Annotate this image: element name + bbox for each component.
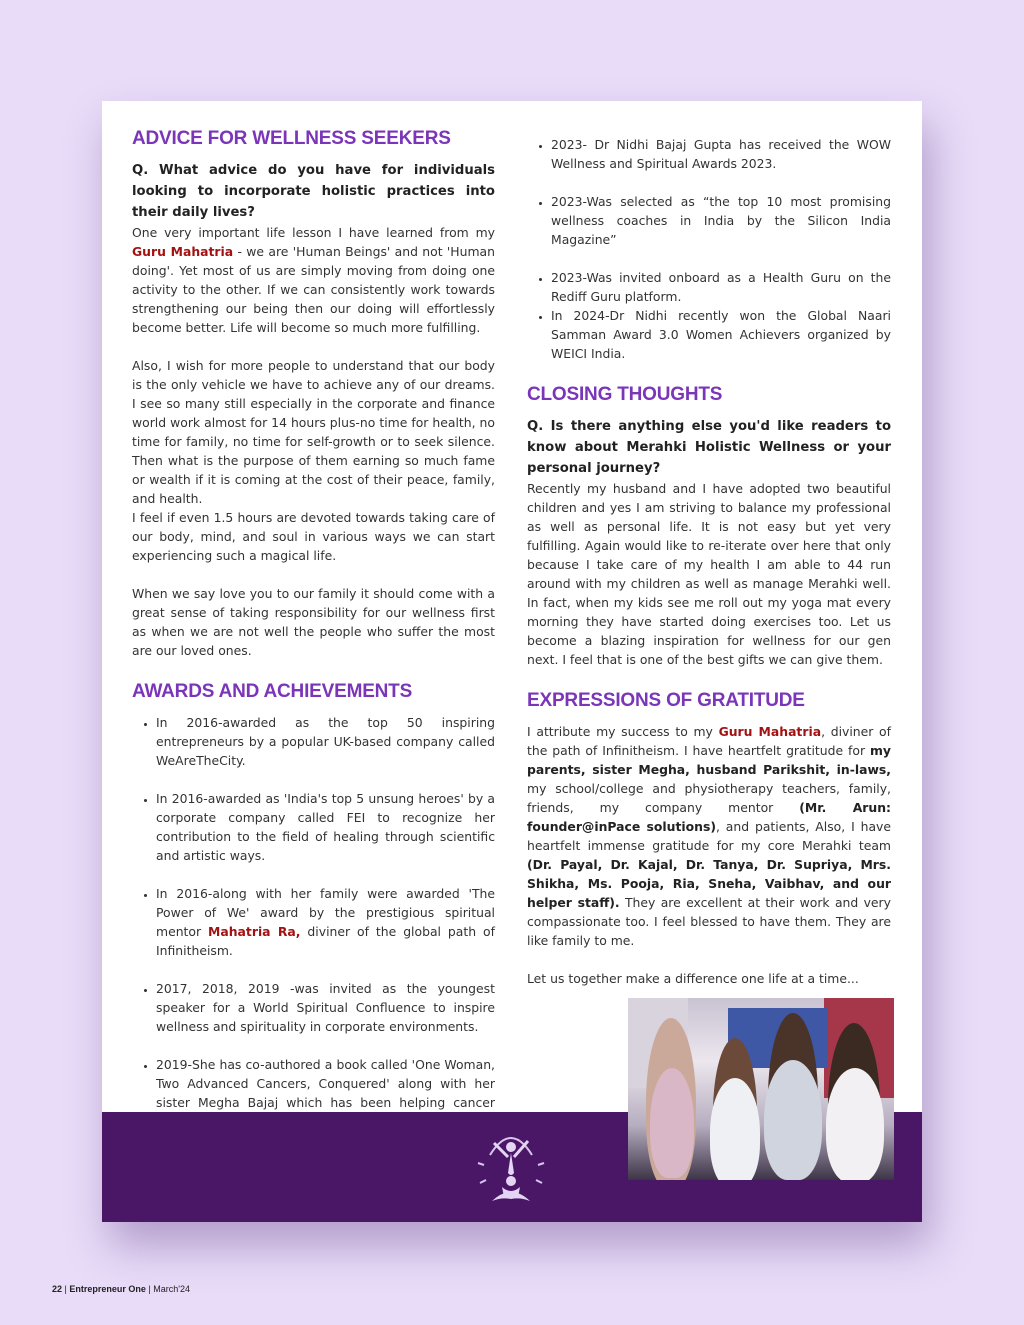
right-column (527, 129, 891, 988)
closing-line: Let us together make a difference one life at a time... (527, 971, 859, 986)
award-item: • In 2016-awarded as the top 50 inspiring entrepreneurs by a popular UK-based company called WeAreTheCity. (156, 713, 495, 770)
closing-question: Q. Is there anything else you'd like readers to know about Merahki Holistic Wellness or your personal journey? (527, 419, 891, 476)
award-item: • 2023-Was selected as “the top 10 most promising wellness coaches in India by the Silicon India Magazine” (551, 192, 891, 249)
team-photo (628, 998, 894, 1180)
page-number: 22 (52, 1284, 63, 1294)
advice-heading: ADVICE FOR WELLNESS SEEKERS (132, 128, 451, 149)
award-item: • In 2016-along with her family were awarded 'The Power of We' award by the prestigious spiritual mentor Mahatria Ra, diviner of the global path of Infinitheism. (156, 884, 495, 960)
award-item: • 2019-She has co-authored a book called 'One Woman, Two Advanced Cancers, Conquered' along with her sister Megha Bajaj which has been helping cancer (156, 1055, 495, 1150)
award-item: • 2023-Was invited onboard as a Health Guru on the Rediff Guru platform. (551, 268, 891, 306)
award-item: • 2023- Dr Nidhi Bajaj Gupta has received the WOW Wellness and Spiritual Awards 2023. (551, 135, 891, 173)
closing-paragraph: Recently my husband and I have adopted two beautiful children and yes I am striving to balance my professional as well as personal life. It is not easy but yet very fulfilling. Again would like to re-iterate over here that only because I take care of my health I am able to 44 run around with my children as well as manage Merahki well. In fact, when my kids see me roll out my yoga mat every morning they have started doing exercises too. Let us become a blazing inspiration for wellness for our gen next. I feel that is one of the best gifts we can give them. (527, 481, 891, 667)
page-footer: 22 | Entrepreneur One | March'24 (52, 1284, 190, 1294)
award-item: • 2017, 2018, 2019 -was invited as the youngest speaker for a World Spiritual Confluence to inspire wellness and spirituality in corporate environments. (156, 979, 495, 1036)
gratitude-paragraph: I attribute my success to my Guru Mahatria, diviner of the path of Infinitheism. I have heartfelt gratitude for my parents, sister Megha, husband Parikshit, in-laws, my school/college and physiotherapy teachers, family, friends, my company mentor (Mr. Arun: founder@inPace solutions), and patients, Also, I have heartfelt immense gratitude for my core Merahki team (Dr. Payal, Dr. Kajal, Dr. Tanya, Dr. Supriya, Mrs. Shikha, Ms. Pooja, Ria, Sneha, Vaibhav, and our helper staff). They are excellent at their work and very compassionate too. I feel blessed to have them. They are like family to me. (527, 724, 891, 948)
closing-heading: CLOSING THOUGHTS (527, 384, 723, 405)
issue-date: March'24 (153, 1284, 190, 1294)
magazine-page (102, 101, 922, 1222)
yoga-figure-logo-icon (472, 1125, 550, 1209)
magazine-name: Entrepreneur One (69, 1284, 146, 1294)
award-item: • In 2016-awarded as 'India's top 5 unsung heroes' by a corporate company called FEI to recognize her contribution to the field of healing through scientific and artistic ways. (156, 789, 495, 865)
awards-heading: AWARDS AND ACHIEVEMENTS (132, 681, 413, 702)
advice-question: Q. What advice do you have for individuals looking to incorporate holistic practices into their daily lives? (132, 163, 495, 220)
guru-name: Guru Mahatria (718, 724, 822, 739)
mentor-name: Mahatria Ra, (208, 924, 301, 939)
awards-list-continued (527, 135, 891, 363)
advice-paragraph-1: One very important life lesson I have learned from my Guru Mahatria - we are 'Human Beings' and not 'Human doing'. Yet most of us are simply moving from doing one activity to the other. If we can consistently work towards strengthening our being then our doing will effortlessly become better. Life will become so much more fulfilling. (132, 225, 495, 335)
advice-paragraph-4: When we say love you to our family it should come with a great sense of taking responsibility for our wellness first as when we are not well the people who suffer the most are our loved ones. (132, 586, 495, 658)
award-item: • In 2024-Dr Nidhi recently won the Global Naari Samman Award 3.0 Women Achievers organized by WEICI India. (551, 306, 891, 363)
awards-list (132, 713, 495, 1150)
gratitude-heading: EXPRESSIONS OF GRATITUDE (527, 690, 805, 711)
left-column (132, 129, 495, 1150)
advice-paragraph-3: I feel if even 1.5 hours are devoted towards taking care of our body, mind, and soul in various ways we can start experiencing such a magical life. (132, 510, 495, 563)
guru-name: Guru Mahatria (132, 244, 234, 259)
advice-paragraph-2: Also, I wish for more people to understand that our body is the only vehicle we have to achieve any of our dreams. I see so many still especially in the corporate and finance world work almost for 14 hours plus-no time for health, no time for family, no time for self-growth or to seek silence. Then what is the purpose of them earning so much fame or wealth if it is coming at the cost of their peace, family, and health. (132, 358, 495, 506)
